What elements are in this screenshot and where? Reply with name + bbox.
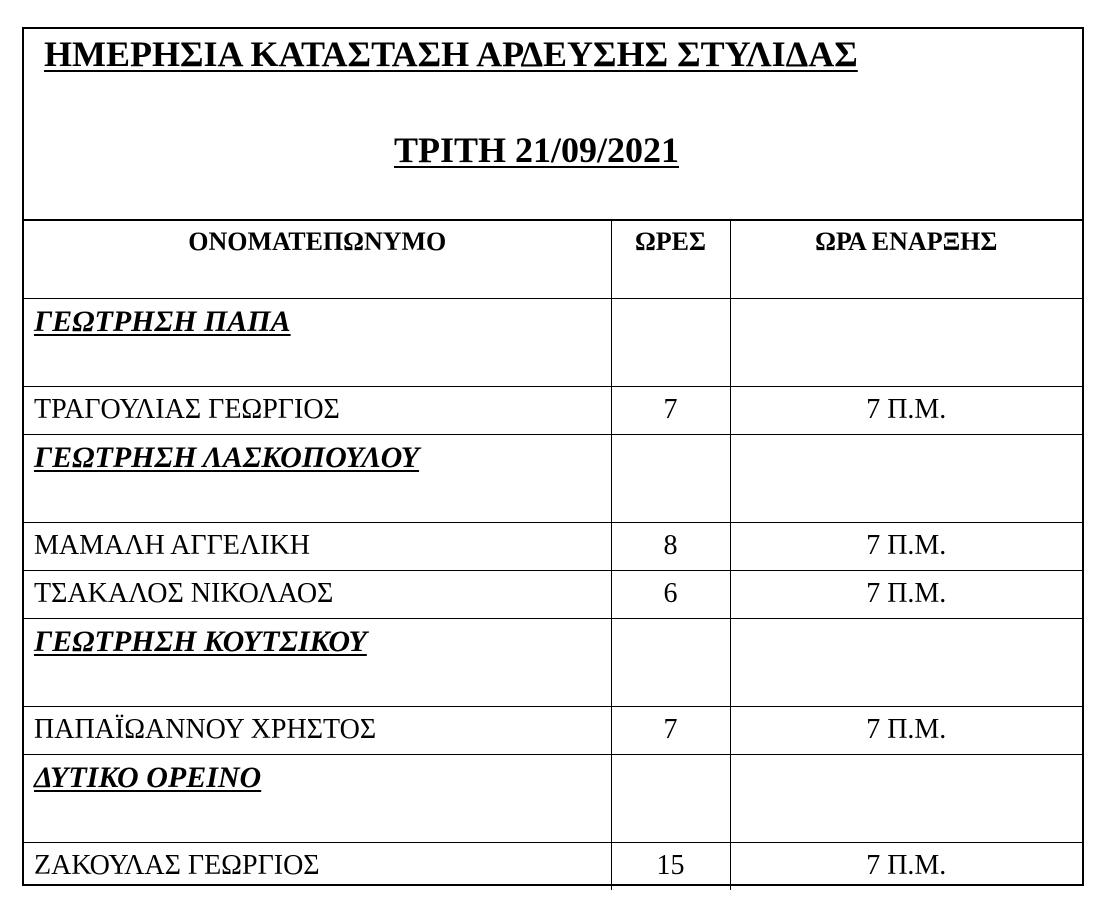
group-name: ΓΕΩΤΡΗΣΗ ΛΑΣΚΟΠΟΥΛΟΥ	[34, 440, 420, 474]
group-cell	[24, 618, 611, 706]
start-time-value: 7 Π.Μ.	[730, 386, 1082, 434]
group-cell	[24, 298, 611, 386]
group-row	[24, 618, 1082, 706]
group-row	[24, 754, 1082, 842]
start-time-value: 7 Π.Μ.	[730, 570, 1082, 618]
person-name: ΜΑΜΑΛΗ ΑΓΓΕΛΙΚΗ	[24, 522, 611, 570]
hours-value: 6	[611, 570, 730, 618]
header-row	[24, 221, 1082, 298]
hours-value: 15	[611, 842, 730, 890]
group-empty-cell	[730, 434, 1082, 522]
table-row	[24, 522, 1082, 570]
table-row	[24, 842, 1082, 890]
table-row	[24, 386, 1082, 434]
group-row	[24, 298, 1082, 386]
group-empty-cell	[611, 434, 730, 522]
table-row	[24, 706, 1082, 754]
report-date: ΤΡΙΤΗ 21/09/2021	[394, 130, 680, 170]
group-name: ΔΥΤΙΚΟ ΟΡΕΙΝΟ	[34, 760, 262, 794]
group-empty-cell	[730, 298, 1082, 386]
start-time-value: 7 Π.Μ.	[730, 706, 1082, 754]
irrigation-report	[22, 27, 1084, 886]
table-row	[24, 570, 1082, 618]
group-cell	[24, 754, 611, 842]
person-name: ΠΑΠΑΪΩΑΝΝΟΥ ΧΡΗΣΤΟΣ	[24, 706, 611, 754]
report-title: ΗΜΕΡΗΣΙΑ ΚΑΤΑΣΤΑΣΗ ΑΡΔΕΥΣΗΣ ΣΤΥΛΙΔΑΣ	[44, 34, 858, 74]
start-time-value: 7 Π.Μ.	[730, 842, 1082, 890]
column-header-start-time: ΩΡΑ ΕΝΑΡΞΗΣ	[730, 221, 1082, 298]
hours-value: 8	[611, 522, 730, 570]
group-name: ΓΕΩΤΡΗΣΗ ΠΑΠΑ	[34, 304, 291, 338]
column-header-name: ΟΝΟΜΑΤΕΠΩΝΥΜΟ	[24, 221, 611, 298]
group-empty-cell	[611, 618, 730, 706]
group-name: ΓΕΩΤΡΗΣΗ ΚΟΥΤΣΙΚΟΥ	[34, 624, 367, 658]
irrigation-table	[24, 221, 1082, 890]
hours-value: 7	[611, 386, 730, 434]
group-empty-cell	[730, 618, 1082, 706]
group-empty-cell	[611, 754, 730, 842]
person-name: ΤΣΑΚΑΛΟΣ ΝΙΚΟΛΑΟΣ	[24, 570, 611, 618]
column-header-hours: ΩΡΕΣ	[611, 221, 730, 298]
start-time-value: 7 Π.Μ.	[730, 522, 1082, 570]
group-empty-cell	[730, 754, 1082, 842]
person-name: ΖΑΚΟΥΛΑΣ ΓΕΩΡΓΙΟΣ	[24, 842, 611, 890]
title-block	[24, 29, 1082, 221]
group-row	[24, 434, 1082, 522]
person-name: ΤΡΑΓΟΥΛΙΑΣ ΓΕΩΡΓΙΟΣ	[24, 386, 611, 434]
group-cell	[24, 434, 611, 522]
hours-value: 7	[611, 706, 730, 754]
group-empty-cell	[611, 298, 730, 386]
